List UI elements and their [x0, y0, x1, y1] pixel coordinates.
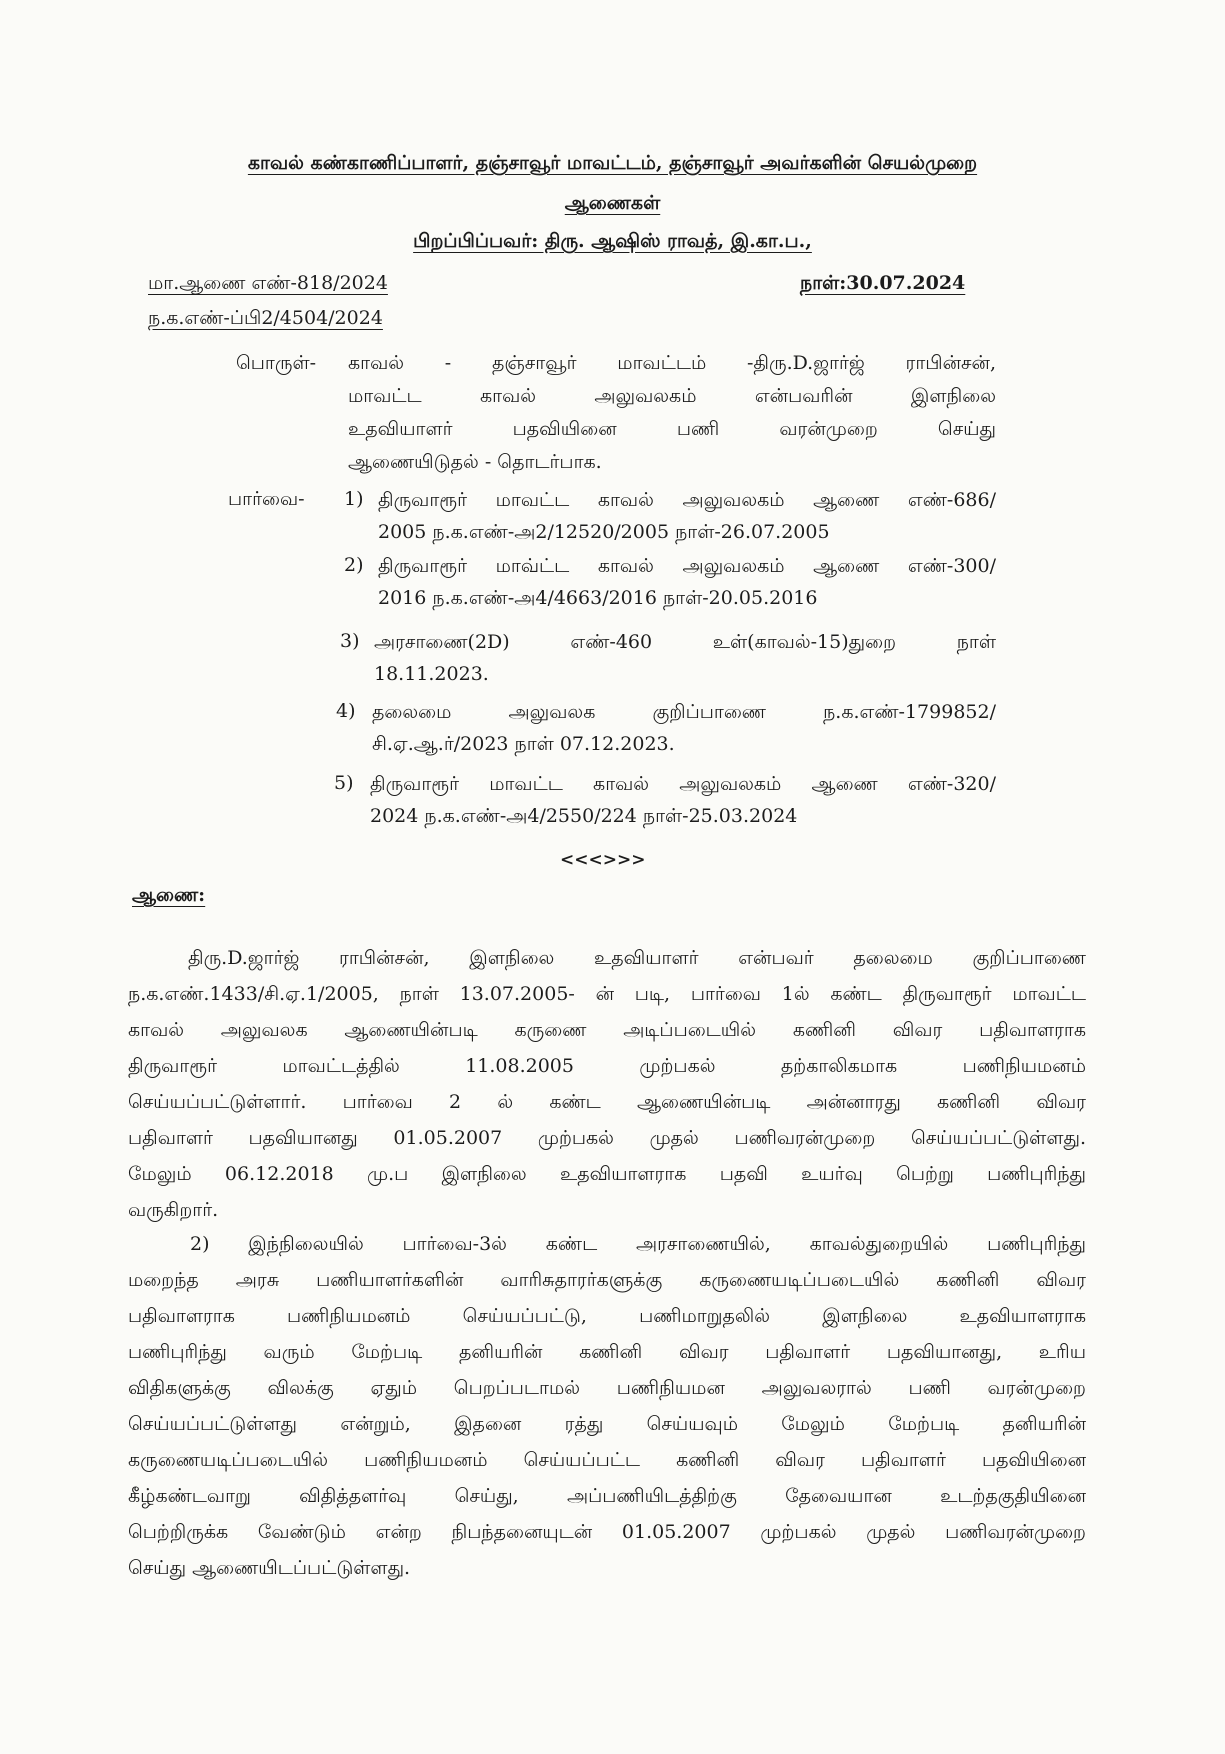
- reference-line2: 2005 ந.க.எண்-அ2/12520/2005 நாள்-26.07.2005: [378, 521, 830, 543]
- paragraph-line: வருகிறார்.: [128, 1199, 219, 1221]
- subject-line: மாவட்ட காவல் அலுவலகம் என்பவரின் இளநிலை: [348, 385, 996, 407]
- subject-line: ஆணையிடுதல் - தொடர்பாக.: [348, 451, 602, 473]
- paragraph-line: 2) இந்நிலையில் பார்வை-3ல் கண்ட அரசாணையில், காவல்துறையில் பணிபுரிந்து: [190, 1233, 1086, 1255]
- reference-line1: திருவாரூர் மாவட்ட காவல் அலுவலகம் ஆணை எண்-320/: [370, 773, 996, 795]
- reference-item: [372, 696, 996, 760]
- reference-line2: 18.11.2023.: [374, 663, 489, 685]
- paragraph-line: மேலும் 06.12.2018 மு.ப இளநிலை உதவியாளராக பதவி உயர்வு பெற்று பணிபுரிந்து: [128, 1163, 1086, 1185]
- paragraph-line: ந.க.எண்.1433/சி.ஏ.1/2005, நாள் 13.07.2005- ன் படி, பார்வை 1ல் கண்ட திருவாரூர் மாவட்ட: [128, 983, 1086, 1005]
- reference-number: 5): [334, 772, 354, 794]
- reference-line1: திருவாரூர் மாவ்ட்ட காவல் அலுவலகம் ஆணை எண்-300/: [378, 555, 996, 577]
- order-date: நாள்:30.07.2024: [800, 272, 966, 294]
- paragraph-line: பதிவாளர் பதவியானது 01.05.2007 முற்பகல் முதல் பணிவரன்முறை செய்யப்பட்டுள்ளது.: [128, 1127, 1086, 1149]
- document-title-line1: காவல் கண்காணிப்பாளர், தஞ்சாவூர் மாவட்டம், தஞ்சாவூர் அவர்களின் செயல்முறை: [247, 152, 978, 174]
- order-heading: ஆணை:: [132, 884, 206, 906]
- paragraph-line: காவல் அலுவலக ஆணையின்படி கருணை அடிப்படையில் கணினி விவர பதிவாளராக: [128, 1019, 1086, 1041]
- file-number: ந.க.எண்-ப்பி2/4504/2024: [148, 307, 383, 329]
- paragraph-line: செய்து ஆணையிடப்பட்டுள்ளது.: [128, 1557, 411, 1579]
- reference-line2: சி.ஏ.ஆ.ர்/2023 நாள் 07.12.2023.: [372, 733, 675, 755]
- paragraph-line: பெற்றிருக்க வேண்டும் என்ற நிபந்தனையுடன் 01.05.2007 முற்பகல் முதல் பணிவரன்முறை: [128, 1521, 1086, 1543]
- subject-line: உதவியாளர் பதவியினை பணி வரன்முறை செய்து: [348, 418, 996, 440]
- issuer-line: பிறப்பிப்பவர்: திரு. ஆஷிஸ் ராவத், இ.கா.ப.,: [413, 230, 812, 252]
- reference-line2: 2024 ந.க.எண்-அ4/2550/224 நாள்-25.03.2024: [370, 805, 798, 827]
- paragraph-line: திரு.D.ஜார்ஜ் ராபின்சன், இளநிலை உதவியாளர் என்பவர் தலைமை குறிப்பாணை: [188, 947, 1086, 969]
- reference-line1: தலைமை அலுவலக குறிப்பாணை ந.க.எண்-1799852/: [372, 701, 996, 723]
- paragraph-line: செய்யப்பட்டுள்ளார். பார்வை 2 ல் கண்ட ஆணையின்படி அன்னாரது கணினி விவர: [128, 1091, 1086, 1113]
- reference-line1: அரசாணை(2D) எண்-460 உள்(காவல்-15)துறை நாள்: [374, 631, 996, 653]
- reference-line2: 2016 ந.க.எண்-அ4/4663/2016 நாள்-20.05.2016: [378, 587, 818, 609]
- reference-line1: திருவாரூர் மாவட்ட காவல் அலுவலகம் ஆணை எண்-686/: [378, 489, 996, 511]
- paragraph-line: மறைந்த அரசு பணியாளர்களின் வாரிசுதாரர்களுக்கு கருணையடிப்படையில் கணினி விவர: [128, 1269, 1086, 1291]
- reference-number: 2): [344, 554, 364, 576]
- reference-number: 3): [340, 630, 360, 652]
- paragraph-line: திருவாரூர் மாவட்டத்தில் 11.08.2005 முற்பகல் தற்காலிகமாக பணிநியமனம்: [128, 1055, 1086, 1077]
- reference-item: [370, 768, 996, 832]
- document-title-line2: ஆணைகள்: [564, 192, 661, 214]
- section-separator: <<<>>>: [560, 850, 646, 870]
- reference-number: 4): [336, 700, 356, 722]
- order-paragraph-1: [128, 940, 1086, 1228]
- order-paragraph-2: [128, 1226, 1086, 1586]
- subject-line: காவல் - தஞ்சாவூர் மாவட்டம் -திரு.D.ஜார்ஜ் ராபின்சன்,: [348, 352, 996, 374]
- reference-number: 1): [344, 488, 364, 510]
- order-number: மா.ஆணை எண்-818/2024: [148, 272, 388, 294]
- paragraph-line: கீழ்கண்டவாறு விதித்தளர்வு செய்து, அப்பணியிடத்திற்கு தேவையான உடற்தகுதியினை: [128, 1485, 1086, 1507]
- reference-item: [378, 484, 996, 548]
- paragraph-line: செய்யப்பட்டுள்ளது என்றும், இதனை ரத்து செய்யவும் மேலும் மேற்படி தனியரின்: [128, 1413, 1086, 1435]
- reference-item: [374, 626, 996, 690]
- reference-item: [378, 550, 996, 614]
- subject-label: பொருள்-: [236, 352, 317, 374]
- paragraph-line: பதிவாளராக பணிநியமனம் செய்யப்பட்டு, பணிமாறுதலில் இளநிலை உதவியாளராக: [128, 1305, 1086, 1327]
- paragraph-line: விதிகளுக்கு விலக்கு ஏதும் பெறப்படாமல் பணிநியமன அலுவலரால் பணி வரன்முறை: [128, 1377, 1086, 1399]
- paragraph-line: பணிபுரிந்து வரும் மேற்படி தனியரின் கணினி விவர பதிவாளர் பதவியானது, உரிய: [128, 1341, 1086, 1363]
- references-label: பார்வை-: [228, 488, 305, 510]
- paragraph-line: கருணையடிப்படையில் பணிநியமனம் செய்யப்பட்ட கணினி விவர பதிவாளர் பதவியினை: [128, 1449, 1086, 1471]
